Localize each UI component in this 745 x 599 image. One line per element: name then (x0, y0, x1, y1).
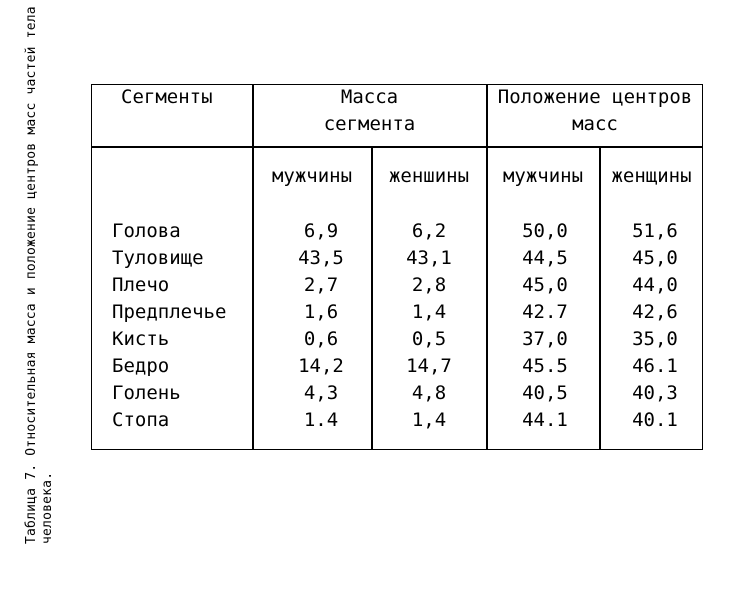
subheader-women-mass: женшины (388, 165, 470, 187)
header-com-line1: Положение центров (497, 86, 693, 108)
men-mass-value: 1.4 (303, 409, 339, 431)
header-mass-line2: сегмента (323, 113, 416, 135)
table-caption: Таблица 7. Относительная масса и положение центров масс частей тела человека. (24, 6, 55, 544)
women-mass-value: 4,8 (411, 382, 447, 404)
men-com-value: 37,0 (522, 328, 568, 350)
men-com-value: 40,5 (522, 382, 568, 404)
header-divider (91, 146, 703, 148)
women-com-value: 42,6 (632, 301, 678, 323)
women-mass-value: 43,1 (406, 247, 452, 269)
column-divider-4 (599, 146, 601, 450)
subheader-men-mass: мужчины (271, 165, 353, 187)
segment-name: Бедро (112, 355, 170, 377)
men-com-value: 42.7 (522, 301, 568, 323)
segment-name: Предплечье (112, 301, 227, 323)
women-com-value: 51,6 (632, 220, 678, 242)
segment-name: Плечо (112, 274, 170, 296)
men-mass-value: 0,6 (303, 328, 339, 350)
header-segments: Сегменты (121, 86, 213, 108)
column-divider-2 (371, 146, 373, 450)
men-com-value: 50,0 (522, 220, 568, 242)
men-mass-value: 14,2 (298, 355, 344, 377)
men-mass-value: 1,6 (303, 301, 339, 323)
women-com-value: 44,0 (632, 274, 678, 296)
men-mass-value: 2,7 (303, 274, 339, 296)
column-divider-3 (486, 84, 488, 450)
women-com-value: 45,0 (632, 247, 678, 269)
segment-name: Голова (112, 220, 181, 242)
header-com-line2: масс (572, 113, 618, 135)
men-mass-value: 43,5 (298, 247, 344, 269)
men-mass-value: 4,3 (303, 382, 339, 404)
women-mass-value: 2,8 (411, 274, 447, 296)
men-mass-value: 6,9 (303, 220, 339, 242)
women-com-value: 40.1 (632, 409, 678, 431)
men-com-value: 45.5 (522, 355, 568, 377)
women-com-value: 40,3 (632, 382, 678, 404)
segment-name: Туловище (112, 247, 204, 269)
men-com-value: 44.1 (522, 409, 568, 431)
women-mass-value: 0,5 (411, 328, 447, 350)
subheader-women-com: женщины (611, 165, 692, 187)
subheader-men-com: мужчины (502, 165, 584, 187)
men-com-value: 45,0 (522, 274, 568, 296)
segment-name: Голень (112, 382, 181, 404)
column-divider-1 (252, 84, 254, 450)
segment-name: Стопа (112, 409, 170, 431)
segment-name: Кисть (112, 328, 170, 350)
women-mass-value: 1,4 (411, 301, 447, 323)
women-com-value: 35,0 (632, 328, 678, 350)
men-com-value: 44,5 (522, 247, 568, 269)
women-mass-value: 1,4 (411, 409, 447, 431)
women-mass-value: 14,7 (406, 355, 452, 377)
header-mass-line1: Масса (340, 86, 399, 108)
women-com-value: 46.1 (632, 355, 678, 377)
women-mass-value: 6,2 (411, 220, 447, 242)
